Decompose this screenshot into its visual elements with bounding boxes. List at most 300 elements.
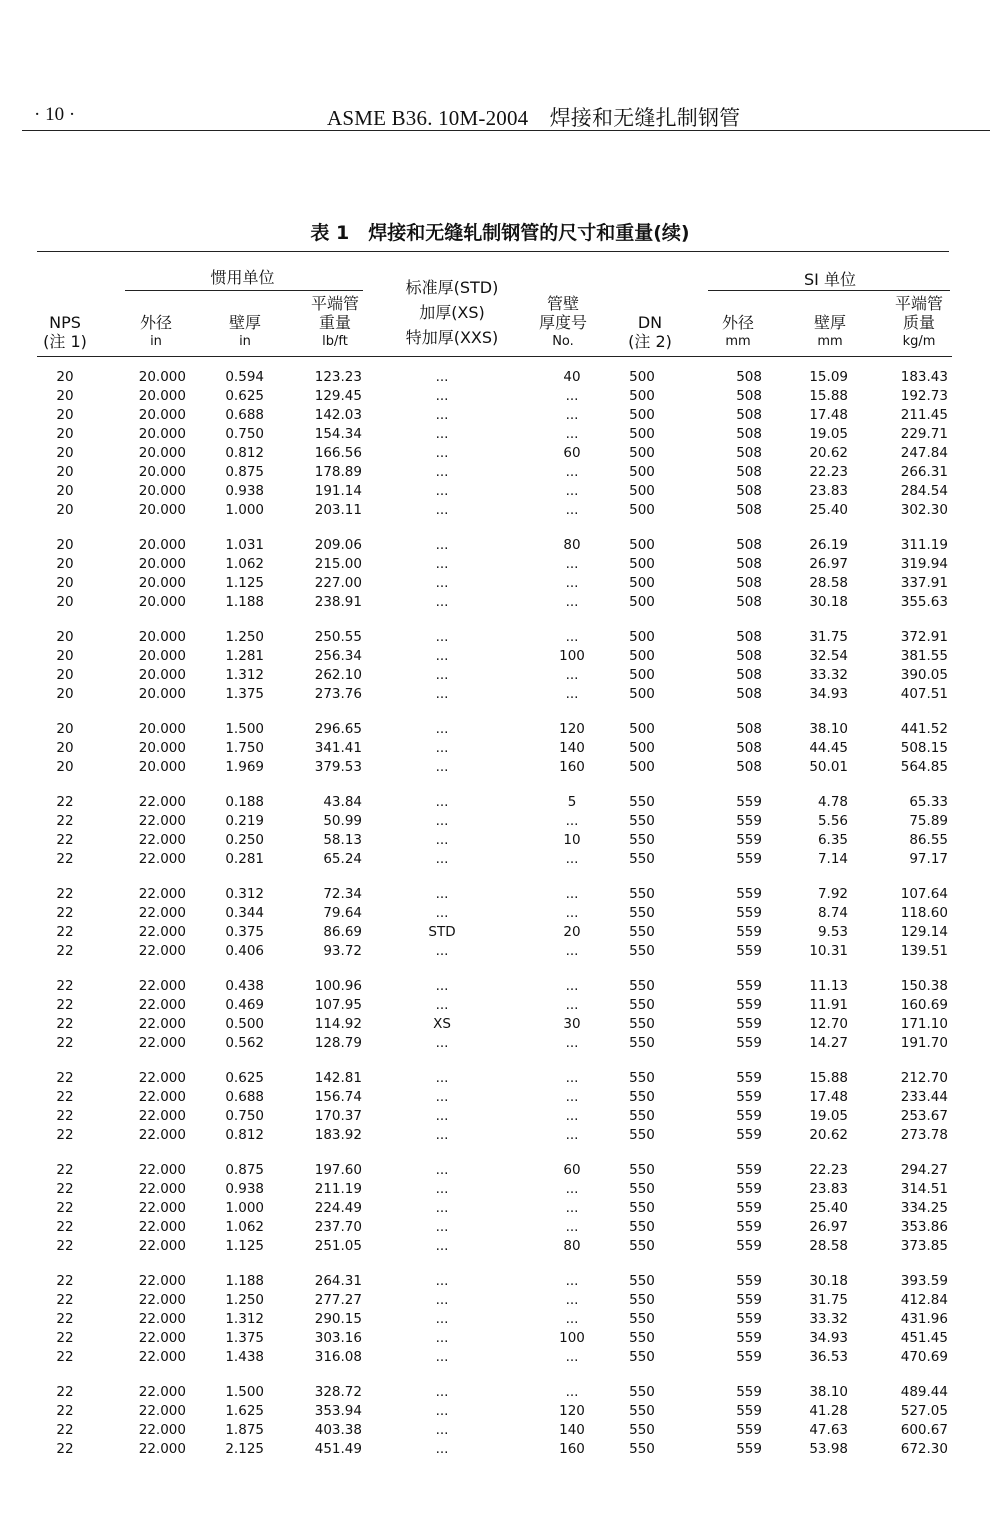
cell-schedule: ... [565, 997, 579, 1013]
cell-nps: 20 [56, 759, 74, 775]
cell-schedule: 140 [559, 740, 585, 756]
cell-od-mm: 508 [736, 667, 762, 683]
cell-od-in: 20.000 [138, 556, 186, 572]
cell-nps: 20 [56, 686, 74, 702]
cell-od-mm: 559 [736, 1349, 762, 1365]
cell-od-in: 22.000 [138, 1238, 186, 1254]
cell-weight: 142.03 [314, 407, 362, 423]
cell-designation: ... [435, 997, 449, 1013]
cell-wt-mm: 17.48 [809, 1089, 848, 1105]
cell-schedule: 120 [559, 1403, 585, 1419]
cell-schedule: ... [565, 464, 579, 480]
cell-od-in: 20.000 [138, 502, 186, 518]
cell-dn: 550 [629, 794, 655, 810]
cell-wt-in: 1.031 [225, 537, 264, 553]
cell-mass: 672.30 [900, 1441, 948, 1457]
cell-schedule: ... [565, 667, 579, 683]
cell-designation: ... [435, 407, 449, 423]
cell-designation: ... [435, 1422, 449, 1438]
cell-wt-in: 1.188 [225, 1273, 264, 1289]
cell-od-in: 20.000 [138, 537, 186, 553]
cell-nps: 22 [56, 1384, 74, 1400]
cell-schedule: 120 [559, 721, 585, 737]
cell-designation: ... [435, 556, 449, 572]
cell-dn: 550 [629, 1441, 655, 1457]
cell-nps: 22 [56, 997, 74, 1013]
cell-schedule: 100 [559, 1330, 585, 1346]
table-row [22, 758, 957, 777]
cell-wt-in: 0.312 [225, 886, 264, 902]
cell-weight: 65.24 [323, 851, 362, 867]
cell-dn: 550 [629, 1349, 655, 1365]
cell-weight: 154.34 [314, 426, 362, 442]
cell-mass: 139.51 [900, 943, 948, 959]
cell-weight: 43.84 [323, 794, 362, 810]
table-row [22, 1272, 957, 1291]
cell-wt-mm: 6.35 [817, 832, 848, 848]
cell-od-mm: 559 [736, 1330, 762, 1346]
cell-nps: 20 [56, 594, 74, 610]
cell-schedule: ... [565, 388, 579, 404]
table-row [22, 1310, 957, 1329]
cell-od-mm: 559 [736, 1200, 762, 1216]
cell-nps: 20 [56, 575, 74, 591]
table-top-rule [37, 251, 949, 252]
cell-wt-in: 1.188 [225, 594, 264, 610]
cell-od-mm: 559 [736, 1016, 762, 1032]
cell-weight: 251.05 [314, 1238, 362, 1254]
cell-schedule: 20 [563, 924, 581, 940]
table-row [22, 425, 957, 444]
cell-wt-mm: 17.48 [809, 407, 848, 423]
cell-od-in: 22.000 [138, 1403, 186, 1419]
cell-weight: 227.00 [314, 575, 362, 591]
cell-od-mm: 508 [736, 407, 762, 423]
cell-schedule: ... [565, 1200, 579, 1216]
cell-od-in: 20.000 [138, 648, 186, 664]
cell-schedule: ... [565, 502, 579, 518]
cell-od-in: 22.000 [138, 997, 186, 1013]
cell-mass: 302.30 [900, 502, 948, 518]
cell-designation: ... [435, 851, 449, 867]
cell-designation: ... [435, 1441, 449, 1457]
cell-od-mm: 508 [736, 556, 762, 572]
cell-wt-mm: 19.05 [809, 426, 848, 442]
cell-dn: 500 [629, 407, 655, 423]
group-label-customary: 惯用单位 [210, 268, 275, 287]
page-number: · 10 · [34, 104, 76, 125]
cell-schedule: ... [565, 1273, 579, 1289]
table-row [22, 368, 957, 387]
col-header-mass: 平端管 质量 kg/m [894, 294, 943, 349]
cell-wt-mm: 25.40 [809, 502, 848, 518]
cell-wt-in: 1.281 [225, 648, 264, 664]
cell-wt-in: 1.312 [225, 1311, 264, 1327]
cell-nps: 22 [56, 905, 74, 921]
cell-dn: 550 [629, 997, 655, 1013]
cell-od-in: 22.000 [138, 924, 186, 940]
cell-mass: 373.85 [900, 1238, 948, 1254]
table-row [22, 1440, 957, 1459]
cell-designation: ... [435, 978, 449, 994]
cell-od-in: 22.000 [138, 1311, 186, 1327]
cell-designation: ... [435, 1292, 449, 1308]
cell-od-in: 20.000 [138, 686, 186, 702]
cell-od-in: 22.000 [138, 978, 186, 994]
cell-nps: 22 [56, 1108, 74, 1124]
table-row [22, 1015, 957, 1034]
cell-od-in: 22.000 [138, 1181, 186, 1197]
cell-nps: 22 [56, 1330, 74, 1346]
cell-od-mm: 559 [736, 1311, 762, 1327]
table-row [22, 1088, 957, 1107]
cell-wt-in: 0.688 [225, 407, 264, 423]
cell-schedule: ... [565, 1181, 579, 1197]
table-row [22, 593, 957, 612]
cell-dn: 500 [629, 667, 655, 683]
cell-schedule: ... [565, 575, 579, 591]
table-row [22, 1199, 957, 1218]
cell-od-mm: 559 [736, 997, 762, 1013]
table-row [22, 1218, 957, 1237]
cell-od-in: 20.000 [138, 575, 186, 591]
cell-wt-in: 0.750 [225, 1108, 264, 1124]
cell-wt-mm: 5.56 [817, 813, 848, 829]
cell-designation: ... [435, 648, 449, 664]
cell-designation: ... [435, 813, 449, 829]
cell-designation: ... [435, 1403, 449, 1419]
col-header-od-mm: 外径 mm [721, 313, 754, 349]
cell-designation: ... [435, 832, 449, 848]
cell-od-in: 22.000 [138, 1441, 186, 1457]
cell-schedule: 30 [563, 1016, 581, 1032]
cell-weight: 262.10 [314, 667, 362, 683]
cell-schedule: ... [565, 1089, 579, 1105]
cell-od-mm: 559 [736, 1127, 762, 1143]
table-row [22, 850, 957, 869]
cell-od-mm: 559 [736, 1035, 762, 1051]
table-row [22, 501, 957, 520]
cell-nps: 22 [56, 1200, 74, 1216]
cell-schedule: ... [565, 556, 579, 572]
cell-od-mm: 508 [736, 426, 762, 442]
cell-designation: ... [435, 502, 449, 518]
table-caption: 表 1 焊接和无缝轧制钢管的尺寸和重量(续) [310, 222, 690, 244]
cell-weight: 250.55 [314, 629, 362, 645]
cell-wt-in: 0.562 [225, 1035, 264, 1051]
cell-wt-in: 1.125 [225, 1238, 264, 1254]
cell-nps: 20 [56, 483, 74, 499]
cell-od-in: 22.000 [138, 905, 186, 921]
cell-mass: 107.64 [900, 886, 948, 902]
cell-weight: 211.19 [314, 1181, 362, 1197]
cell-dn: 550 [629, 1384, 655, 1400]
cell-dn: 550 [629, 905, 655, 921]
cell-wt-mm: 22.23 [809, 464, 848, 480]
cell-wt-in: 1.500 [225, 721, 264, 737]
cell-dn: 500 [629, 721, 655, 737]
cell-nps: 22 [56, 1162, 74, 1178]
cell-wt-in: 0.406 [225, 943, 264, 959]
cell-wt-mm: 22.23 [809, 1162, 848, 1178]
cell-designation: ... [435, 943, 449, 959]
col-header-wt-in: 壁厚 in [228, 313, 261, 349]
cell-wt-mm: 31.75 [809, 1292, 848, 1308]
cell-wt-mm: 15.88 [809, 388, 848, 404]
cell-mass: 311.19 [900, 537, 948, 553]
cell-dn: 550 [629, 1219, 655, 1235]
table-row [22, 996, 957, 1015]
cell-designation: ... [435, 905, 449, 921]
cell-dn: 500 [629, 759, 655, 775]
table-row [22, 555, 957, 574]
cell-od-in: 22.000 [138, 1330, 186, 1346]
cell-weight: 170.37 [314, 1108, 362, 1124]
cell-nps: 22 [56, 924, 74, 940]
table-row [22, 1329, 957, 1348]
cell-nps: 20 [56, 388, 74, 404]
cell-nps: 20 [56, 445, 74, 461]
cell-weight: 50.99 [323, 813, 362, 829]
cell-od-mm: 559 [736, 832, 762, 848]
cell-wt-in: 1.500 [225, 1384, 264, 1400]
cell-wt-in: 1.375 [225, 1330, 264, 1346]
cell-od-mm: 508 [736, 464, 762, 480]
cell-designation: ... [435, 1311, 449, 1327]
cell-weight: 86.69 [323, 924, 362, 940]
cell-mass: 171.10 [900, 1016, 948, 1032]
cell-nps: 20 [56, 629, 74, 645]
cell-od-in: 20.000 [138, 721, 186, 737]
table-row [22, 1180, 957, 1199]
cell-designation: ... [435, 686, 449, 702]
table-row [22, 574, 957, 593]
cell-wt-mm: 30.18 [809, 594, 848, 610]
cell-designation: ... [435, 1273, 449, 1289]
cell-od-in: 22.000 [138, 1127, 186, 1143]
cell-od-mm: 559 [736, 794, 762, 810]
cell-schedule: ... [565, 978, 579, 994]
cell-designation: ... [435, 369, 449, 385]
cell-wt-in: 0.344 [225, 905, 264, 921]
cell-nps: 20 [56, 502, 74, 518]
cell-dn: 550 [629, 1200, 655, 1216]
cell-weight: 303.16 [314, 1330, 362, 1346]
cell-od-mm: 508 [736, 483, 762, 499]
cell-wt-mm: 26.97 [809, 556, 848, 572]
cell-mass: 129.14 [900, 924, 948, 940]
cell-weight: 129.45 [314, 388, 362, 404]
cell-dn: 550 [629, 832, 655, 848]
cell-wt-mm: 38.10 [809, 1384, 848, 1400]
cell-mass: 393.59 [900, 1273, 948, 1289]
cell-designation: ... [435, 1238, 449, 1254]
cell-wt-in: 1.625 [225, 1403, 264, 1419]
page-header [22, 100, 990, 131]
cell-wt-mm: 12.70 [809, 1016, 848, 1032]
col-header-nps: NPS (注 1) [43, 313, 87, 351]
cell-nps: 22 [56, 1403, 74, 1419]
cell-designation: ... [435, 1070, 449, 1086]
cell-od-mm: 559 [736, 1384, 762, 1400]
cell-od-in: 20.000 [138, 388, 186, 404]
cell-schedule: 160 [559, 1441, 585, 1457]
table-row [22, 1107, 957, 1126]
cell-weight: 328.72 [314, 1384, 362, 1400]
cell-wt-in: 0.438 [225, 978, 264, 994]
cell-wt-in: 0.188 [225, 794, 264, 810]
cell-schedule: 40 [563, 369, 581, 385]
cell-od-in: 20.000 [138, 426, 186, 442]
cell-dn: 550 [629, 1127, 655, 1143]
running-title: ASME B36. 10M-2004 焊接和无缝扎制钢管 [327, 106, 741, 130]
cell-designation: ... [435, 721, 449, 737]
cell-nps: 22 [56, 978, 74, 994]
cell-mass: 508.15 [900, 740, 948, 756]
cell-nps: 20 [56, 537, 74, 553]
cell-dn: 550 [629, 1162, 655, 1178]
cell-wt-in: 0.594 [225, 369, 264, 385]
cell-wt-mm: 15.88 [809, 1070, 848, 1086]
cell-od-mm: 559 [736, 978, 762, 994]
cell-od-mm: 559 [736, 924, 762, 940]
cell-weight: 209.06 [314, 537, 362, 553]
cell-designation: ... [435, 594, 449, 610]
cell-od-in: 20.000 [138, 740, 186, 756]
cell-od-in: 20.000 [138, 407, 186, 423]
table-row [22, 831, 957, 850]
cell-od-in: 20.000 [138, 594, 186, 610]
cell-schedule: ... [565, 886, 579, 902]
cell-od-mm: 559 [736, 1238, 762, 1254]
cell-od-mm: 559 [736, 1108, 762, 1124]
table-row [22, 1402, 957, 1421]
table-row [22, 463, 957, 482]
cell-mass: 266.31 [900, 464, 948, 480]
table-row [22, 885, 957, 904]
cell-wt-in: 0.875 [225, 464, 264, 480]
cell-mass: 150.38 [900, 978, 948, 994]
cell-wt-mm: 33.32 [809, 667, 848, 683]
cell-weight: 100.96 [314, 978, 362, 994]
table-row [22, 1069, 957, 1088]
cell-nps: 22 [56, 1292, 74, 1308]
cell-designation: STD [428, 924, 456, 940]
cell-dn: 550 [629, 1035, 655, 1051]
cell-wt-mm: 7.92 [817, 886, 848, 902]
cell-nps: 22 [56, 1311, 74, 1327]
cell-designation: ... [435, 629, 449, 645]
cell-designation: ... [435, 740, 449, 756]
header-bottom-rule [37, 356, 952, 357]
cell-od-mm: 508 [736, 686, 762, 702]
cell-wt-mm: 25.40 [809, 1200, 848, 1216]
cell-mass: 191.70 [900, 1035, 948, 1051]
cell-mass: 431.96 [900, 1311, 948, 1327]
cell-wt-in: 1.000 [225, 502, 264, 518]
cell-designation: ... [435, 445, 449, 461]
cell-wt-mm: 30.18 [809, 1273, 848, 1289]
cell-weight: 273.76 [314, 686, 362, 702]
cell-nps: 20 [56, 648, 74, 664]
cell-wt-mm: 38.10 [809, 721, 848, 737]
table-row [22, 923, 957, 942]
cell-mass: 489.44 [900, 1384, 948, 1400]
cell-schedule: ... [565, 1070, 579, 1086]
cell-nps: 22 [56, 1422, 74, 1438]
cell-schedule: ... [565, 1035, 579, 1051]
cell-wt-mm: 28.58 [809, 575, 848, 591]
cell-weight: 451.49 [314, 1441, 362, 1457]
cell-wt-in: 0.812 [225, 445, 264, 461]
cell-schedule: 10 [563, 832, 581, 848]
cell-nps: 22 [56, 813, 74, 829]
cell-od-mm: 559 [736, 851, 762, 867]
table-row [22, 1161, 957, 1180]
cell-schedule: ... [565, 1127, 579, 1143]
cell-wt-mm: 23.83 [809, 1181, 848, 1197]
cell-mass: 337.91 [900, 575, 948, 591]
cell-weight: 72.34 [323, 886, 362, 902]
cell-wt-mm: 9.53 [817, 924, 848, 940]
cell-nps: 22 [56, 943, 74, 959]
cell-wt-in: 1.000 [225, 1200, 264, 1216]
cell-schedule: 140 [559, 1422, 585, 1438]
cell-dn: 550 [629, 978, 655, 994]
cell-wt-in: 2.125 [225, 1441, 264, 1457]
cell-nps: 22 [56, 1273, 74, 1289]
cell-designation: ... [435, 1349, 449, 1365]
cell-od-mm: 508 [736, 445, 762, 461]
cell-dn: 550 [629, 943, 655, 959]
cell-od-in: 20.000 [138, 464, 186, 480]
cell-wt-mm: 34.93 [809, 1330, 848, 1346]
cell-wt-mm: 26.97 [809, 1219, 848, 1235]
cell-designation: ... [435, 537, 449, 553]
cell-schedule: ... [565, 1108, 579, 1124]
cell-mass: 97.17 [909, 851, 948, 867]
cell-wt-mm: 41.28 [809, 1403, 848, 1419]
cell-od-in: 22.000 [138, 886, 186, 902]
cell-nps: 20 [56, 667, 74, 683]
cell-od-mm: 559 [736, 1162, 762, 1178]
cell-nps: 22 [56, 1127, 74, 1143]
cell-nps: 22 [56, 1441, 74, 1457]
cell-designation: ... [435, 388, 449, 404]
cell-schedule: 60 [563, 1162, 581, 1178]
cell-nps: 22 [56, 1238, 74, 1254]
cell-od-mm: 559 [736, 1089, 762, 1105]
cell-wt-in: 1.875 [225, 1422, 264, 1438]
cell-wt-mm: 50.01 [809, 759, 848, 775]
cell-od-in: 22.000 [138, 1349, 186, 1365]
cell-mass: 75.89 [909, 813, 948, 829]
cell-nps: 22 [56, 832, 74, 848]
cell-weight: 178.89 [314, 464, 362, 480]
cell-wt-in: 1.250 [225, 629, 264, 645]
cell-dn: 500 [629, 629, 655, 645]
cell-dn: 550 [629, 1108, 655, 1124]
cell-dn: 550 [629, 1330, 655, 1346]
cell-od-in: 22.000 [138, 1273, 186, 1289]
cell-wt-mm: 26.19 [809, 537, 848, 553]
cell-mass: 294.27 [900, 1162, 948, 1178]
cell-mass: 65.33 [909, 794, 948, 810]
table-row [22, 812, 957, 831]
cell-wt-in: 1.375 [225, 686, 264, 702]
cell-wt-mm: 34.93 [809, 686, 848, 702]
table-row [22, 1237, 957, 1256]
